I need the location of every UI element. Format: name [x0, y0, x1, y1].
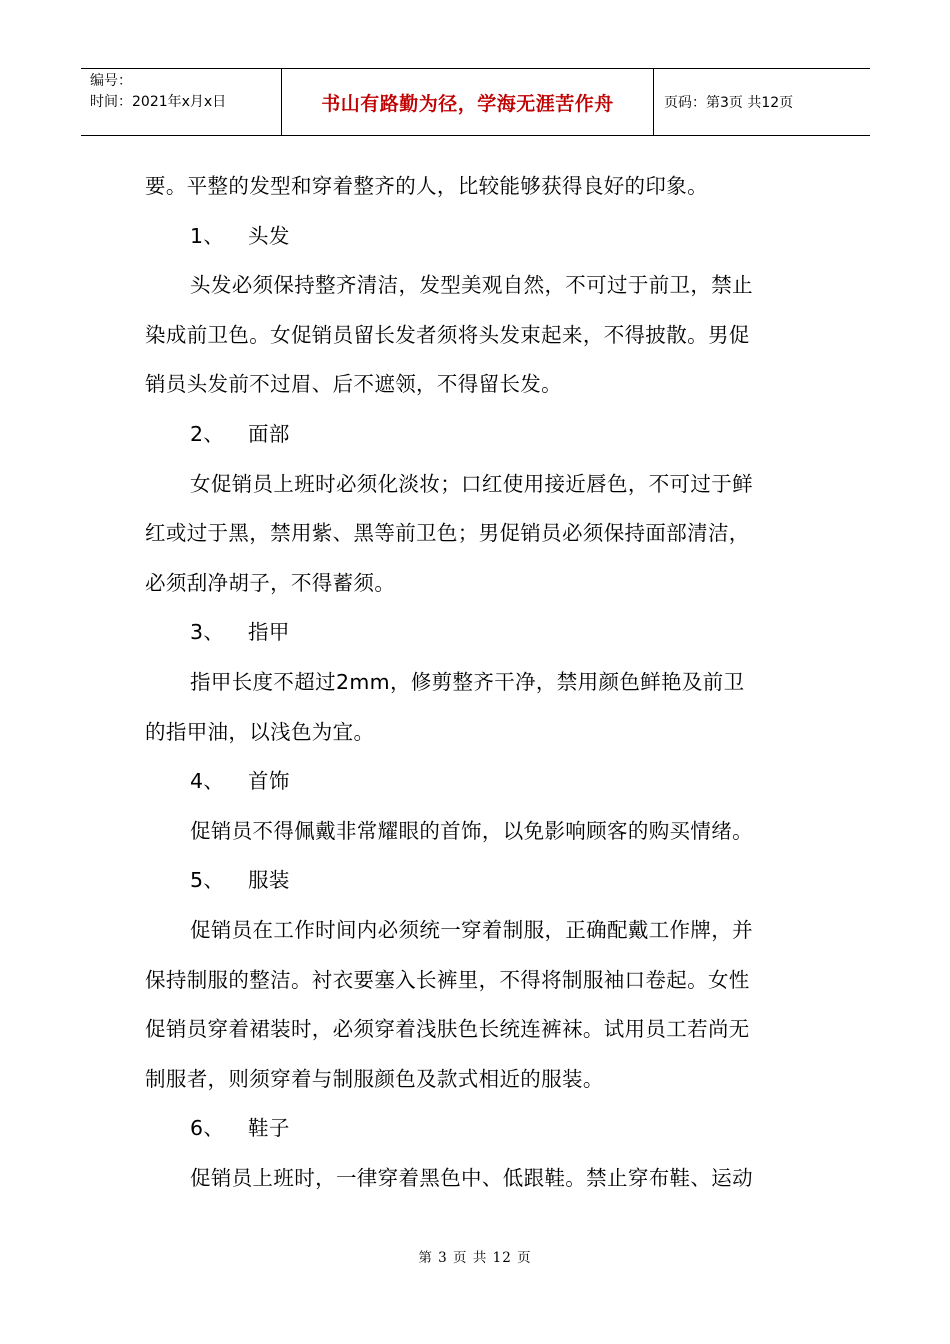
paragraph-line: 促销员不得佩戴非常耀眼的首饰，以免影响顾客的购买情绪。 [190, 818, 753, 843]
paragraph-line: 促销员穿着裙装时，必须穿着浅肤色长统连裤袜。试用员工若尚无 [145, 1017, 750, 1042]
section-number: 5、 [190, 868, 225, 893]
paragraph-line: 促销员在工作时间内必须统一穿着制服，正确配戴工作牌，并 [190, 917, 753, 942]
section-title: 首饰 [248, 769, 290, 794]
section-title: 面部 [248, 421, 290, 446]
section-title: 鞋子 [248, 1116, 290, 1141]
section-number: 4、 [190, 769, 225, 794]
section-heading-jewelry [145, 757, 795, 807]
paragraph-line: 销员头发前不过眉、后不遮领，不得留长发。 [145, 372, 562, 397]
paragraph-line: 的指甲油，以浅色为宜。 [145, 719, 375, 744]
header-meta [81, 69, 282, 135]
paragraph-line: 促销员上班时，一律穿着黑色中、低跟鞋。禁止穿布鞋、运动 [190, 1165, 753, 1190]
section-heading-face [145, 410, 795, 460]
section-title: 头发 [248, 223, 290, 248]
document-time: 时间：2021年x月x日 [90, 94, 227, 110]
paragraph-line: 保持制服的整洁。衬衣要塞入长裤里，不得将制服袖口卷起。女性 [145, 967, 750, 992]
section-number: 3、 [190, 620, 225, 645]
section-number: 6、 [190, 1116, 225, 1141]
page-footer: 第 3 页 共 12 页 [418, 1250, 532, 1266]
section-heading-hair [145, 212, 795, 262]
section-number: 1、 [190, 223, 225, 248]
section-number: 2、 [190, 421, 225, 446]
section-title: 指甲 [248, 620, 290, 645]
page-header [81, 68, 870, 136]
section-title: 服装 [248, 868, 290, 893]
header-motto: 书山有路勤为径，学海无涯苦作舟 [282, 69, 654, 135]
section-heading-shoes [145, 1104, 795, 1154]
section-heading-nails [145, 608, 795, 658]
paragraph-line: 头发必须保持整齐清洁，发型美观自然，不可过于前卫，禁止 [190, 273, 753, 298]
intro-line: 要。平整的发型和穿着整齐的人，比较能够获得良好的印象。 [145, 174, 708, 198]
document-body [145, 162, 795, 1203]
paragraph-line: 制服者，则须穿着与制服颜色及款式相近的服装。 [145, 1066, 604, 1091]
section-heading-clothing [145, 856, 795, 906]
paragraph-line: 指甲长度不超过2mm，修剪整齐干净，禁用颜色鲜艳及前卫 [190, 669, 745, 694]
document-number-label: 编号： [90, 73, 132, 89]
paragraph-line: 女促销员上班时必须化淡妆；口红使用接近唇色，不可过于鲜 [190, 471, 753, 496]
paragraph-line: 红或过于黑，禁用紫、黑等前卫色；男促销员必须保持面部清洁， [145, 521, 750, 546]
paragraph-line: 染成前卫色。女促销员留长发者须将头发束起来，不得披散。男促 [145, 322, 750, 347]
header-page-info: 页码：第3页 共12页 [664, 95, 794, 111]
paragraph-line: 必须刮净胡子，不得蓄须。 [145, 570, 396, 595]
